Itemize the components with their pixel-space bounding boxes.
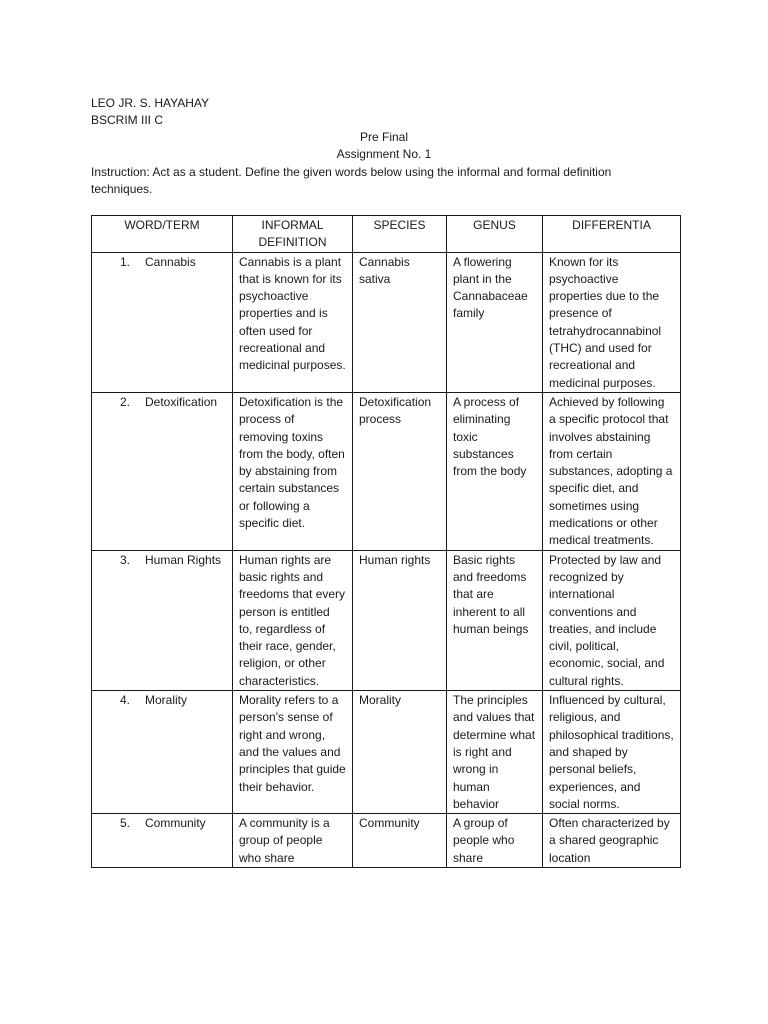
genus-cell: Basic rights and freedoms that are inherent to all human beings	[447, 550, 543, 690]
term-cell	[92, 392, 233, 550]
species-cell: Morality	[353, 691, 447, 814]
table-row	[92, 392, 681, 550]
definitions-table	[91, 215, 681, 868]
differentia-cell: Often characterized by a shared geographic location	[543, 814, 681, 868]
differentia-cell: Protected by law and recognized by international conventions and treaties, and include civil, political, economic, social, and cultural rights.	[543, 550, 681, 690]
differentia-cell: Achieved by following a specific protocol that involves abstaining from certain substances, adopting a specific diet, and sometimes using medications or other medical treatments.	[543, 392, 681, 550]
term-cell	[92, 691, 233, 814]
term-word: Community	[145, 816, 206, 831]
species-cell: Human rights	[353, 550, 447, 690]
genus-cell: A process of eliminating toxic substances from the body	[447, 392, 543, 550]
differentia-cell: Known for its psychoactive properties due to the presence of tetrahydrocannabinol (THC) and used for recreational and medicinal purposes.	[543, 252, 681, 392]
term-word: Detoxification	[145, 394, 218, 409]
informal-definition-cell: Cannabis is a plant that is known for its psychoactive properties and is often used for recreational and medicinal purposes.	[233, 252, 353, 392]
student-section: BSCRIM III C	[91, 113, 164, 127]
term-word: Cannabis	[145, 254, 196, 269]
instruction-text: Instruction: Act as a student. Define the given words below using the informal and formal definition techniques.	[91, 165, 612, 196]
species-cell: Cannabis sativa	[353, 252, 447, 392]
column-header-species: SPECIES	[353, 216, 447, 253]
term-number: 1.	[120, 254, 131, 269]
term-word: Morality	[145, 693, 188, 708]
genus-cell: A group of people who share	[447, 814, 543, 868]
informal-definition-cell: Detoxification is the process of removing toxins from the body, often by abstaining from certain substances or following a specific diet.	[233, 392, 353, 550]
genus-cell: A flowering plant in the Cannabaceae family	[447, 252, 543, 392]
term-cell	[92, 550, 233, 690]
table-header-row	[92, 216, 681, 253]
table-row	[92, 814, 681, 868]
term-number: 5.	[120, 816, 131, 831]
term-cell	[92, 814, 233, 868]
term-word: Human Rights	[145, 552, 222, 567]
term-number: 3.	[120, 552, 131, 567]
differentia-cell: Influenced by cultural, religious, and philosophical traditions, and shaped by personal beliefs, experiences, and social norms.	[543, 691, 681, 814]
term-number: 4.	[120, 693, 131, 708]
column-header-genus: GENUS	[447, 216, 543, 253]
column-header-informal-definition: INFORMAL DEFINITION	[233, 216, 353, 253]
table-row	[92, 252, 681, 392]
term-cell	[92, 252, 233, 392]
informal-definition-cell: Human rights are basic rights and freedoms that every person is entitled to, regardless of their race, gender, religion, or other characteristics.	[233, 550, 353, 690]
column-header-word-term: WORD/TERM	[92, 216, 233, 253]
student-name: LEO JR. S. HAYAHAY	[91, 96, 210, 110]
document-subtitle: Assignment No. 1	[336, 147, 432, 161]
table-row	[92, 550, 681, 690]
genus-cell: The principles and values that determine what is right and wrong in human behavior	[447, 691, 543, 814]
informal-definition-cell: A community is a group of people who share	[233, 814, 353, 868]
table-row	[92, 691, 681, 814]
informal-definition-cell: Morality refers to a person's sense of right and wrong, and the values and principles that guide their behavior.	[233, 691, 353, 814]
column-header-differentia: DIFFERENTIA	[543, 216, 681, 253]
document-title: Pre Final	[359, 130, 409, 144]
term-number: 2.	[120, 394, 131, 409]
species-cell: Community	[353, 814, 447, 868]
species-cell: Detoxification process	[353, 392, 447, 550]
